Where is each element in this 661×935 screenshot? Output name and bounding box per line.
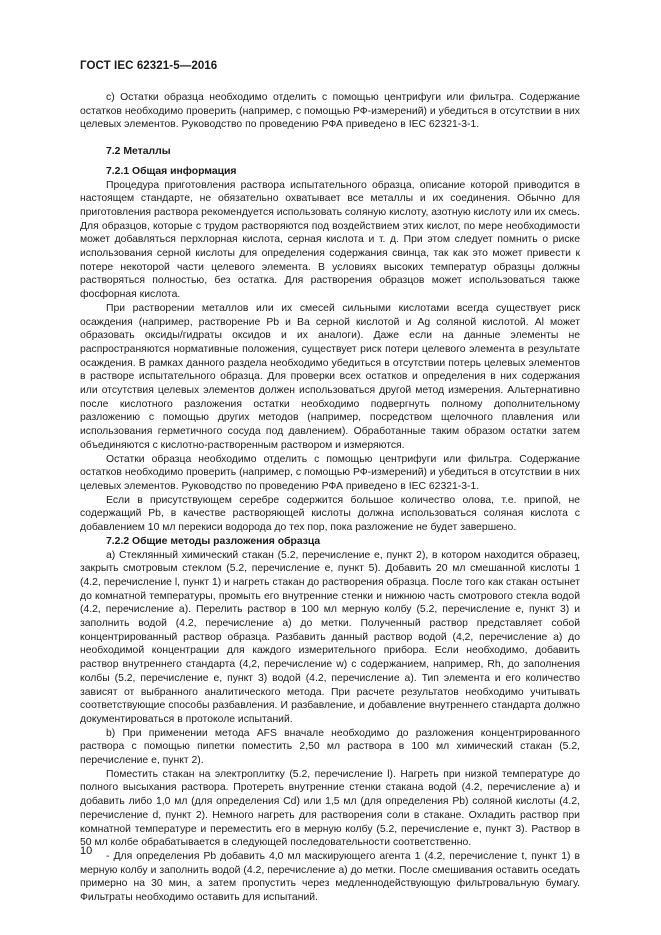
section-heading-7-2: 7.2 Металлы xyxy=(106,146,171,158)
subsection-heading-7-2-2: 7.2.2 Общие методы разложения образца xyxy=(106,535,321,547)
list-item-a: а) Стеклянный химический стакан (5.2, перечисление е, пункт 2), в котором находится образец, закрыть смотровым стеклом (5.2, перечисление е, пункт 5). Добавить 20 мл смешанной кислоты 1 (4.2, перечисление l, пункт 1) и нагреть стакан до растворения образца. После того как стакан остынет до комнатной температуры, промыть его внутренние стенки и нижнюю часть смотрового стекла водой (4.2, перечисление а). Перелить раствор в 100 мл мерную колбу (5.2, перечисление е, пункт 3) и заполнить водой (4.2, перечисление а) до метки. Полученный раствор представляет собой концентрированный раствор образца. Разбавить данный раствор водой (4,2, перечисление а) до необходимой концентрации для каждого измерительного прибора. Если необходимо, добавить раствор внутреннего стандарта (4,2, перечисление w) с содержанием, например, Rh, до заполнения колбы (5.2, перечисление е, пункт 3) водой (4.2, перечисление а). Тип элемента и его количество зависят от выбранного аналитического метода. При расчете результатов необходимо учитывать соответствующие способы разбавления. И разбавление, и добавление внутреннего стандарта должно документироваться в протоколе испытаний. xyxy=(80,549,580,725)
paragraph: Процедура приготовления раствора испытательного образца, описание которой приводится в настоящем стандарте, не обязательно охватывает все металлы и их соединения. Обычно для приготовления раствора рекомендуется использовать соляную кислоту, азотную кислоту или их смесь. Для образцов, которые с трудом растворяются под воздействием этих кислот, по мере необходимости может добавляться перхлорная кислота, серная кислота и т. д. При этом следует помнить о риске использования серной кислоты для определения содержания свинца, так как это может привести к потере некоторой части целевого элемента. В условиях высоких температур образцы должны растворяться полностью, без остатка. Для растворения образцов может использоваться также фосфорная кислота. xyxy=(80,179,580,301)
spacer xyxy=(80,132,580,145)
paragraph: При растворении металлов или их смесей сильными кислотами всегда существует риск осаждения (например, растворение Pb и Ba серной кислотой и Ag соляной кислотой. Al может образовать оксиды/гидраты оксидов и их аналоги). Даже если на данные элементы не распространяются нормативные положения, существует риск потери целевого элемента в результате осаждения. В рамках данного раздела необходимо убедиться в отсутствии потерь целевых элементов в растворе испытательного образца. Для проверки всех остатков и определения в них содержания или отсутствия целевых элементов должен использоваться другой метод измерения. Альтернативно после кислотного разложения остатки необходимо подвергнуть полному дополнительному разложению с помощью других методов (например, посредством щелочного плавления или использования герметичного сосуда под давлением). Обработанные таким образом остатки затем объединяются с кислотно-растворенным раствором и измеряются. xyxy=(80,302,580,451)
paragraph: - Для определения Pb добавить 4,0 мл маскирующего агента 1 (4.2, перечисление t, пункт 1) в мерную колбу и заполнить водой (4.2, перечисление а) до метки. После смешивания оставить оседать примерно на 30 мин, а затем пропустить через медленнодействующую фильтровальную бумагу. Фильтраты необходимо оставить для испытаний. xyxy=(80,850,580,904)
paragraph: Поместить стакан на электроплитку (5.2, перечисление l). Нагреть при низкой температуре до полного высыхания раствора. Протереть внутренние стенки стакана водой (4.2, перечисление а) и добавить либо 1,0 мл (для определения Cd) или 1,5 мл (для определения Pb) соляной кислоты (4.2, перечисление d, пункт 2). Немного нагреть для растворения соли в стакане. Охладить раствор при комнатной температуре и переместить его в мерную колбу (5.2, перечисление е, пункт 3). Раствор в 50 мл колбе обрабатывается в следующей последовательности соответственно. xyxy=(80,768,580,849)
subsection-heading-7-2-1: 7.2.1 Общая информация xyxy=(106,165,237,177)
document-body xyxy=(80,91,580,905)
list-item-b: b) При применении метода AFS вначале необходимо до разложения концентрированного раствора с помощью пипетки поместить 2,50 мл раствора в 100 мл химический стакан (5.2, перечисление е, пункт 2). xyxy=(80,727,580,767)
document-header: ГОСТ IEC 62321-5—2016 xyxy=(80,60,218,72)
paragraph: Если в присутствующем серебре содержится большое количество олова, т.е. припой, не содержащий Pb, в качестве растворяющей кислоты должна использоваться соляная кислота с добавлением 10 мл перекиси водорода до тех пор, пока разложение не будет завершено. xyxy=(80,494,580,534)
page-number: 10 xyxy=(80,845,93,857)
intro-paragraph: с) Остатки образца необходимо отделить с помощью центрифуги или фильтра. Содержание остатков необходимо проверить (например, с помощью РФ-измерений) и убедиться в отсутствии в них целевых элементов. Руководство по проведению РФА приведено в IEC 62321-3-1. xyxy=(80,92,580,131)
paragraph: Остатки образца необходимо отделить с помощью центрифуги или фильтра. Содержание остатков необходимо проверить (например, с помощью РФ-измерений) и убедиться в отсутствии в них целевых элементов. Руководство по проведению РФА приведено в IEC 62321-3-1. xyxy=(80,453,580,492)
